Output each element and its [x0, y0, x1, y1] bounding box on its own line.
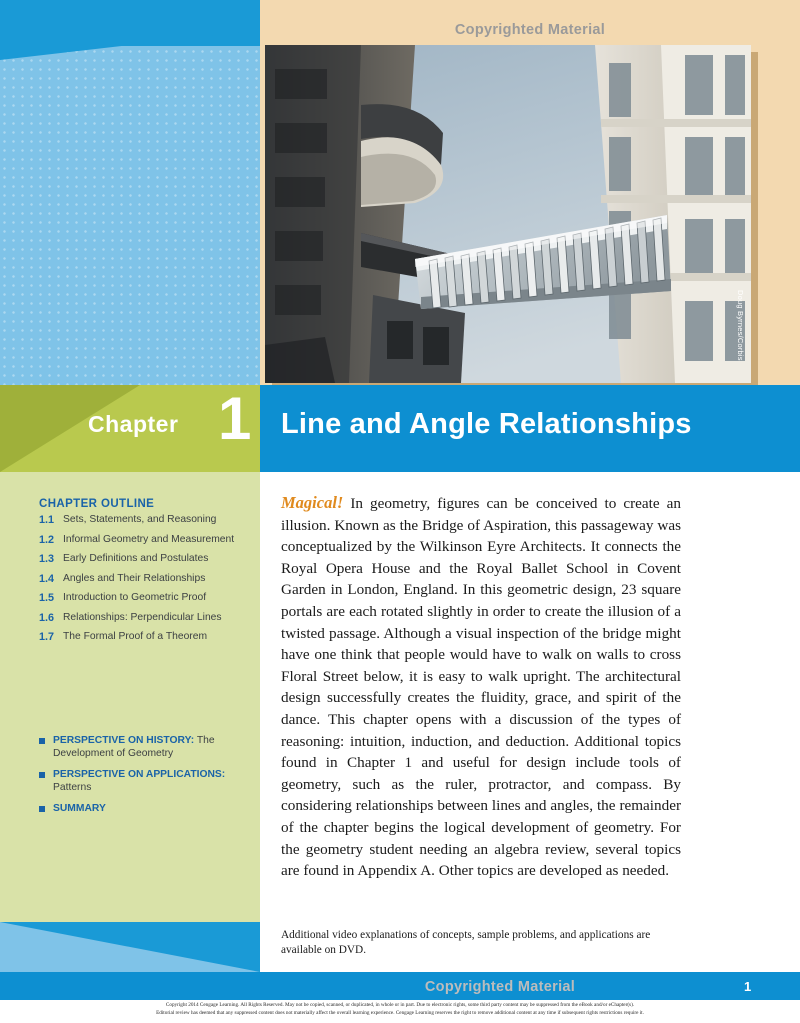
outline-item[interactable]: [39, 612, 244, 625]
outline-item-number: 1.1: [39, 514, 55, 526]
dvd-note: Additional video explanations of concepts, sample problems, and applications are available on DVD.: [281, 929, 651, 956]
outline-item-label: The Formal Proof of a Theorem: [63, 631, 208, 642]
copyright-watermark-bottom: Copyrighted Material: [424, 979, 576, 995]
outline-item[interactable]: [39, 514, 244, 527]
outline-item-label: Angles and Their Relationships: [63, 572, 206, 584]
intro-paragraph: [281, 492, 681, 882]
chapter-number: 1: [218, 385, 252, 452]
outline-item-label: Early Definitions and Postulates: [63, 553, 209, 564]
outline-item-label: Informal Geometry and Measurement: [63, 533, 235, 545]
chapter-title: Line and Angle Relationships: [281, 408, 692, 440]
top-left-blue-band: [0, 0, 260, 385]
special-section-subtitle: Patterns: [53, 781, 92, 793]
legal-line-2: Editorial review has deemed that any suppressed content does not materially affect the overall learning experience. Cengage Learning reserves the right to remove additional content at any time if subsequent rights restrictions require it.: [156, 1010, 644, 1016]
lead-in-word: Magical!: [281, 493, 344, 512]
outline-item-label: Introduction to Geometric Proof: [63, 592, 207, 603]
chapter-outline-special-sections: [39, 735, 249, 825]
list-item[interactable]: [39, 769, 249, 794]
outline-item-number: 1.7: [39, 631, 55, 643]
outline-item[interactable]: [39, 534, 244, 547]
outline-item[interactable]: [39, 573, 244, 586]
chapter-outline-list: [39, 514, 244, 651]
outline-item-number: 1.4: [39, 572, 55, 585]
list-item[interactable]: [39, 735, 249, 760]
special-section-title: SUMMARY: [53, 803, 106, 814]
bullet-square-icon: [39, 772, 45, 778]
chapter-label: Chapter: [88, 411, 179, 437]
special-section-subtitle: The Development of Geometry: [53, 735, 215, 759]
outline-item-number: 1.6: [39, 611, 55, 624]
legal-line-1: Copyright 2014 Cengage Learning. All Rights Reserved. May not be copied, scanned, or duplicated, in whole or in part. Due to electronic rights, some third party content may be suppressed from the eBook and/or eChapter(s).: [165, 1002, 635, 1008]
bullet-square-icon: [39, 738, 45, 744]
bullet-square-icon: [39, 806, 45, 812]
outline-item[interactable]: [39, 592, 244, 605]
page-number: 1: [744, 979, 752, 994]
chapter-photo: [265, 45, 751, 383]
outline-item-number: 1.5: [39, 592, 55, 604]
outline-item-number: 1.3: [39, 553, 55, 565]
chapter-intro-text: [281, 492, 681, 882]
outline-item-number: 1.2: [39, 533, 55, 546]
copyright-watermark-top: Copyrighted Material: [454, 22, 606, 38]
dotted-pattern-panel: [0, 38, 260, 385]
list-item[interactable]: [39, 803, 249, 816]
intro-paragraph-text: In geometry, figures can be conceived to create an illusion. Known as the Bridge of Aspiration, this passageway was conceptualized by the Wilkinson Eyre Architects. It connects the Royal Opera House and the Royal Ballet School in Covent Garden in London, England. In this geometric design, 23 square portals are each rotated slightly in order to create the illusion of a twisted passage. Although a visual inspection of the bridge might have one think that people would have to walk on walls to cross Floral Street below, it is easy to walk upright. The architectural design successfully creates the fluidity, grace, and spirit of the dance. This chapter opens with a discussion of the types of reasoning: intuition, induction, and deduction. Additional topics found in Chapter 1 and useful for design include tools of geometry, such as the ruler, protractor, and compass. By considering relationships between lines and angles, the remainder of the chapter begins the logical development of geometry. For the geometry student needing an algebra review, several topics are found in Appendix A. Other topics are developed as needed.: [281, 495, 681, 880]
outline-item-label: Relationships: Perpendicular Lines: [63, 611, 222, 623]
outline-item[interactable]: [39, 631, 244, 644]
special-section-title: PERSPECTIVE ON HISTORY:: [53, 735, 195, 746]
outline-item[interactable]: [39, 553, 244, 566]
outline-item-label: Sets, Statements, and Reasoning: [63, 514, 217, 525]
special-section-title: PERSPECTIVE ON APPLICATIONS:: [53, 769, 226, 780]
photo-credit: Doug Byrnes/Corbis: [736, 290, 745, 361]
chapter-outline-heading: CHAPTER OUTLINE: [39, 498, 155, 510]
